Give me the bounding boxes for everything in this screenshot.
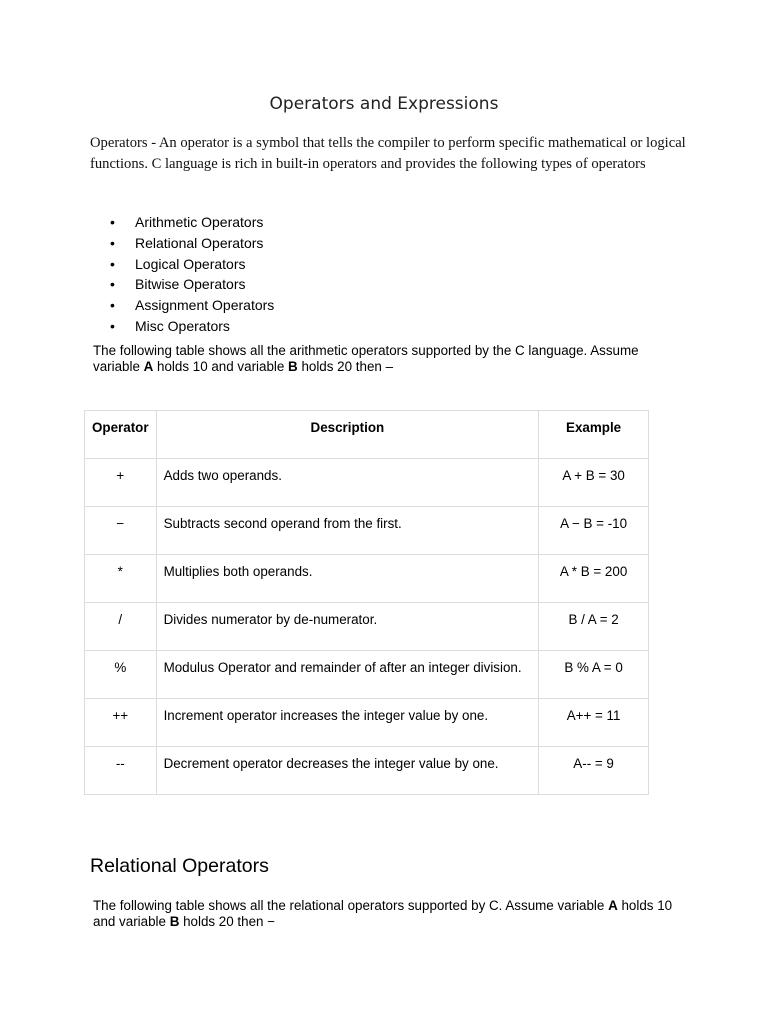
bullet-icon: • xyxy=(110,234,115,251)
variable-b: B xyxy=(288,358,298,374)
example-cell: A + B = 30 xyxy=(539,459,649,507)
operator-types-list xyxy=(110,212,274,337)
table-header-row xyxy=(85,411,649,459)
relational-intro-text: The following table shows all the relational operators supported by C. Assume variable xyxy=(93,898,609,913)
description-cell: Subtracts second operand from the first. xyxy=(156,507,539,555)
arithmetic-operators-table xyxy=(84,410,649,795)
description-cell: Divides numerator by de-numerator. xyxy=(156,603,539,651)
operator-cell: + xyxy=(85,459,157,507)
list-item xyxy=(110,316,274,337)
operator-cell: − xyxy=(85,507,157,555)
bullet-icon: • xyxy=(110,214,115,230)
example-cell: B % A = 0 xyxy=(539,651,649,699)
bullet-icon: • xyxy=(110,317,115,334)
relational-intro xyxy=(93,898,683,929)
list-item-label: Misc Operators xyxy=(135,317,230,334)
description-cell: Adds two operands. xyxy=(156,459,539,507)
arithmetic-intro-text: The following table shows all the arithmetic operators supported by the C language. Assume variable xyxy=(93,343,639,374)
page-title: Operators and Expressions xyxy=(269,94,499,114)
example-cell: A-- = 9 xyxy=(539,747,649,795)
example-cell: B / A = 2 xyxy=(539,603,649,651)
list-item-label: Assignment Operators xyxy=(135,297,275,314)
list-item xyxy=(110,274,274,295)
example-cell: A − B = -10 xyxy=(539,507,649,555)
description-cell: Increment operator increases the integer value by one. xyxy=(156,699,539,747)
column-header-operator: Operator xyxy=(85,411,157,459)
relational-operators-heading: Relational Operators xyxy=(90,855,269,877)
relational-intro-text: holds 20 then − xyxy=(179,913,276,929)
list-item xyxy=(110,233,274,254)
table-row xyxy=(85,507,649,555)
table-row xyxy=(85,747,649,795)
column-header-description: Description xyxy=(156,411,539,459)
variable-b: B xyxy=(169,913,180,929)
bullet-icon: • xyxy=(110,276,115,293)
list-item xyxy=(110,212,274,233)
list-item-label: Bitwise Operators xyxy=(135,276,246,293)
table-row xyxy=(85,651,649,699)
list-item-label: Relational Operators xyxy=(135,234,264,251)
list-item-label: Logical Operators xyxy=(135,255,246,272)
variable-a: A xyxy=(143,358,154,374)
column-header-example: Example xyxy=(539,411,649,459)
table-row xyxy=(85,603,649,651)
table-row xyxy=(85,699,649,747)
table-row xyxy=(85,555,649,603)
list-item xyxy=(110,254,274,275)
arithmetic-intro-text: holds 20 then – xyxy=(297,358,394,374)
list-item xyxy=(110,295,274,316)
variable-a: A xyxy=(608,898,618,913)
arithmetic-intro-text: holds 10 and variable xyxy=(153,358,289,374)
arithmetic-intro xyxy=(93,343,683,374)
example-cell: A * B = 200 xyxy=(539,555,649,603)
operator-cell: ++ xyxy=(85,699,157,747)
example-cell: A++ = 11 xyxy=(539,699,649,747)
list-item-label: Arithmetic Operators xyxy=(135,214,264,230)
bullet-icon: • xyxy=(110,297,115,314)
operator-cell: -- xyxy=(85,747,157,795)
relational-intro-text: holds 10 and variable xyxy=(93,898,673,929)
description-cell: Modulus Operator and remainder of after an integer division. xyxy=(156,651,539,699)
intro-paragraph: Operators - An operator is a symbol that tells the compiler to perform specific mathematical or logical functions. C language is rich in built-in operators and provides the following types of operators xyxy=(90,135,686,172)
bullet-icon: • xyxy=(110,255,115,272)
description-cell: Multiplies both operands. xyxy=(156,555,539,603)
description-cell: Decrement operator decreases the integer value by one. xyxy=(156,747,539,795)
operator-cell: * xyxy=(85,555,157,603)
operator-cell: % xyxy=(85,651,157,699)
operator-cell: / xyxy=(85,603,157,651)
table-row xyxy=(85,459,649,507)
